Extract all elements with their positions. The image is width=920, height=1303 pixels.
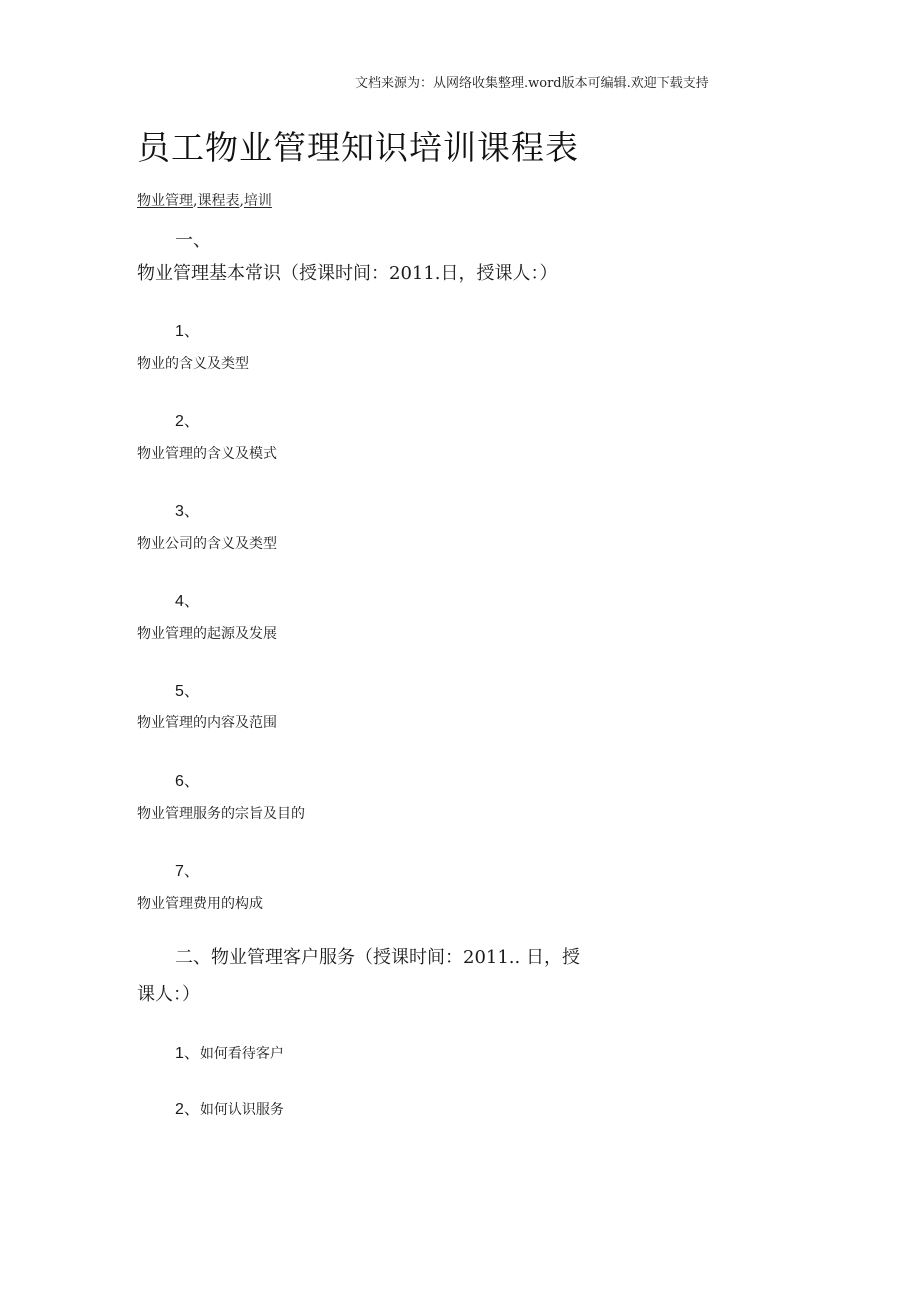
item-number: 1、 [175, 1045, 200, 1062]
tag-link[interactable]: 物业管理 [137, 193, 193, 209]
item-text: 物业管理的起源及发展 [137, 626, 277, 642]
section-2-item [175, 1040, 284, 1063]
item-number: 4、 [175, 593, 200, 610]
item-number: 6、 [175, 773, 200, 790]
document-title: 员工物业管理知识培训课程表 [137, 128, 579, 167]
item-number: 3、 [175, 503, 200, 520]
item-text: 如何看待客户 [199, 1046, 284, 1062]
tag-link[interactable]: 培训 [243, 193, 272, 209]
section-2-heading: 二、物业管理客户服务（授课时间：2011.. 日，授 [175, 947, 580, 968]
item-number: 1、 [175, 323, 200, 340]
item-text: 物业公司的含义及类型 [137, 536, 277, 552]
item-number: 5、 [175, 683, 200, 700]
item-text: 物业管理服务的宗旨及目的 [137, 806, 305, 822]
item-text: 物业管理费用的构成 [137, 896, 263, 912]
tag-list [137, 190, 272, 210]
item-text: 物业管理的内容及范围 [137, 715, 277, 731]
section-2-heading-continued: 课人：） [137, 984, 200, 1005]
item-text: 物业的含义及类型 [137, 356, 249, 372]
item-text: 物业管理的含义及模式 [137, 446, 277, 462]
tag-separator: , [193, 193, 198, 209]
header-note: 文档来源为：从网络收集整理.word版本可编辑.欢迎下载支持 [355, 76, 709, 91]
section-1-number: 一、 [175, 230, 211, 251]
tag-separator: , [239, 193, 244, 209]
section-2-item [175, 1096, 284, 1119]
item-number: 2、 [175, 1101, 200, 1118]
item-number: 7、 [175, 863, 200, 880]
tag-link[interactable]: 课程表 [197, 193, 240, 209]
item-text: 如何认识服务 [199, 1102, 284, 1118]
item-number: 2、 [175, 413, 200, 430]
section-1-heading: 物业管理基本常识（授课时间：2011.日，授课人：） [137, 263, 558, 284]
